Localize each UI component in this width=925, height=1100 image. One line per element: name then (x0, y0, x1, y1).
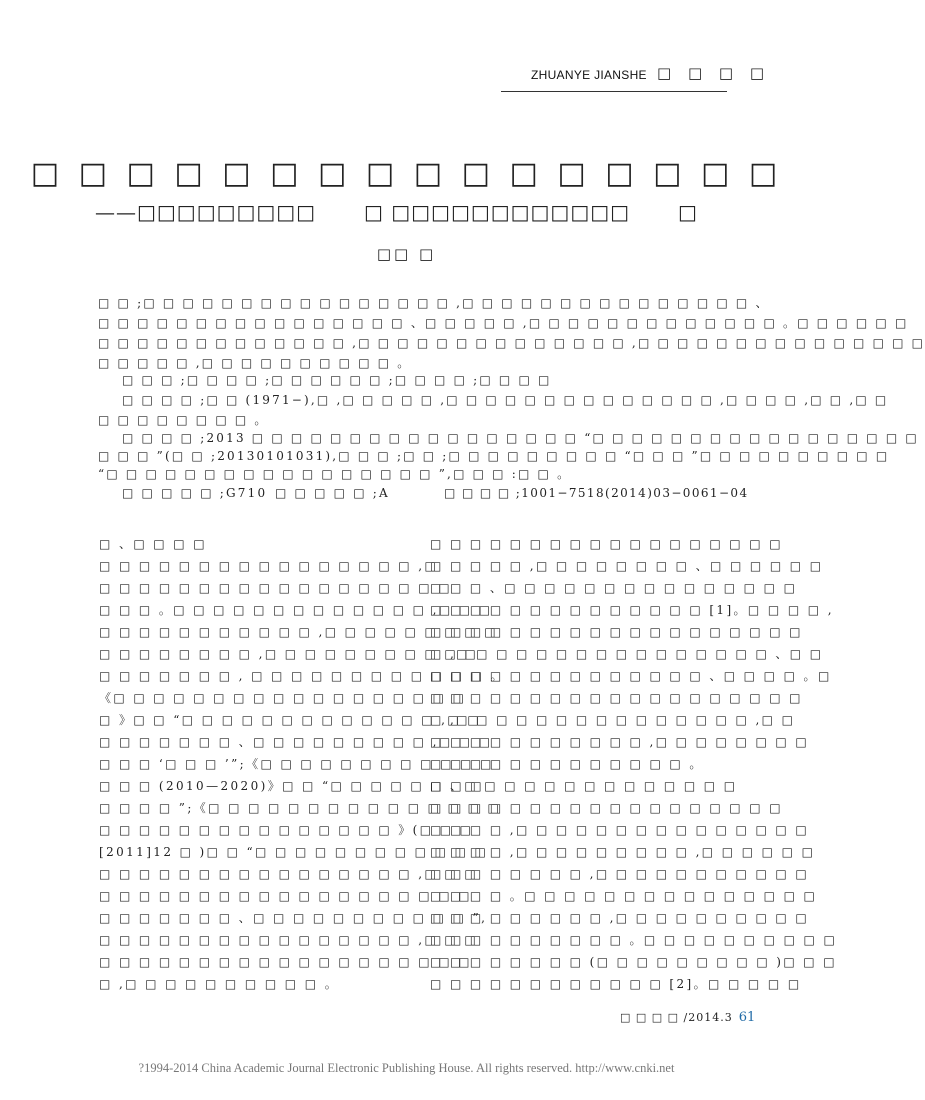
page-number: 61 (738, 1010, 756, 1025)
body-text-line: □ □ □ □ □ □ □ □ □ □ □ □ □ 。 (430, 757, 704, 771)
body-text-line: □ □ □ □ □ □ □ □ □ □ □ □ □ □ □ □ □ □ □ (430, 625, 803, 639)
body-text-line: □ □ □ □ □ □ □ □ □ □ □ □ □ □ 、□ □ □ □ 。□ (430, 669, 832, 683)
body-text-line: □ □ □ □ □ □ □ □ □ ,□ □ □ □ □ □ □ □ □ □ (430, 911, 810, 925)
fund-line: □ □ □ □ ;2013 □ □ □ □ □ □ □ □ □ □ □ □ □ □ □ □ □ “□ □ □ □ □ □ □ □ □ □ □ □ □ □ □ □ □ (122, 431, 919, 445)
body-text-line: □ □ □ □ □ □ □ □ ,□ □ □ □ □ □ □ □ □ □ □ (99, 647, 479, 661)
body-text-line: □ □ □ 、□ □ □ □ □ □ □ □ □ □ □ □ □ □ □ (430, 581, 798, 595)
body-text-line: □ □ □ □ □ □ □ □ □ □ □ ,□ □ □ □ □ □ □ □ □ (99, 625, 499, 639)
body-text-line: □ □ □ □ ”;《□ □ □ □ □ □ □ □ □ □ □ □ □ □ □ (99, 801, 502, 815)
body-text-line: □ □ □ □ □ □ □ □ □ □ □ □ □ □ □ □ □ □ (99, 581, 452, 595)
body-text-line: □ □ □ □ ,□ □ □ □ □ □ □ □ □ ,□ □ □ □ □ □ (430, 845, 816, 859)
body-text-line: □ □ □ □ □ □ □ □ ,□ □ □ □ □ □ □ □ □ □ □ (430, 867, 810, 881)
abstract-line: □ □ □ □ □ □ □ □ □ □ □ □ □ □ □ □ 、□ □ □ □ □ ,□ □ □ □ □ □ □ □ □ □ □ □ □ 。□ □ □ □ □ □ (98, 316, 909, 330)
keywords: □ □ □ ;□ □ □ □ ;□ □ □ □ □ □ ;□ □ □ □ ;□ □ □ □ (122, 373, 552, 387)
body-text-line: □ □ □ □ ,□ □ □ □ □ □ □ □ □ □ □ □ □ □ □ (430, 823, 810, 837)
author-bio-line: □ □ □ □ ;□ □ (1971−),□ ,□ □ □ □ □ ,□ □ □ □ □ □ □ □ □ □ □ □ □ □ ,□ □ □ □ ,□ □ ,□ □ (122, 393, 889, 407)
article-id: □ □ □ □ ;1001−7518(2014)03−0061−04 (444, 486, 749, 500)
body-text-line: □ □ □ □ □ □ □ □ □ □ □ □ □ □ □ □ ,□ □ □ (99, 867, 479, 881)
body-text-line: □ □ □ 。□ □ □ □ □ □ □ □ □ □ □ □ □ ,□ □ □ (99, 603, 493, 617)
body-text-line: □ 》□ □ “□ □ □ □ □ □ □ □ □ □ □ □ □ ,□ □ (99, 713, 482, 727)
article-subtitle-part1: ——□□□□□□□□□ (95, 200, 317, 224)
page-footer (620, 1010, 755, 1025)
body-text-line: □ □ □ □ □ ,□ □ □ □ □ □ □ □ 、□ □ □ □ □ □ (430, 559, 824, 573)
abstract-line: □ □ ;□ □ □ □ □ □ □ □ □ □ □ □ □ □ □ □ ,□ □ □ □ □ □ □ □ □ □ □ □ □ □ □ 、 (98, 296, 770, 310)
body-text-line: □ □ □ □ □ □ □ 、□ □ □ □ □ □ □ □ □ □ □ ”, (99, 911, 488, 925)
body-text-line: □ □ □ □ □ □ □ □ (□ □ □ □ □ □ □ □ □ )□ □ □ (430, 955, 837, 969)
body-left-column (99, 533, 505, 995)
body-text-line: □ □ □ □ □ □ □ □ □ □ □ □ □ □ □ □ □ □ □ (99, 955, 472, 969)
body-text-line: □ □ □ □ □ □ □ □ □ □ □ □ □ □ □ □ □ □ (430, 801, 783, 815)
body-text-line: □ □ □ □ □ □ □ 、□ □ □ □ □ □ □ □ □ ,□ □ □ (99, 735, 493, 749)
body-text-line: □ □ □ □ □ □ □ □ □ □ □ □ [2]。□ □ □ □ □ (430, 977, 802, 991)
author-name: □□ □ (376, 245, 437, 263)
journal-cjk-name: □ □ □ □ (657, 64, 770, 82)
author-bio-line: □ □ □ □ □ □ □ □ 。 (98, 413, 269, 427)
body-text-line: 《□ □ □ □ □ □ □ □ □ □ □ □ □ □ □ □ □ □ (99, 691, 467, 705)
body-text-line: □ □ □ □ □ □ □ □ □ □ 。□ □ □ □ □ □ □ □ □ □ (430, 933, 838, 947)
body-text-line: □ ,□ □ □ □ □ □ □ □ □ □ □ □ □ □ □ □ 、□ □ (430, 647, 824, 661)
body-text-line: □ 、□ □ □ □ □ □ □ □ □ □ □ □ □ □ (430, 779, 738, 793)
body-text-line: □ □ □ □ □ □ □ □ □ □ □ □ □ □ [1]。□ □ □ □ , (430, 603, 834, 617)
copyright-notice: ?1994-2014 China Academic Journal Electronic Publishing House. All rights reserved. http://www.cnki.net (138, 1061, 675, 1075)
journal-latin-name: ZHUANYE JIANSHE (531, 68, 647, 82)
body-text-line: □ □ □ □ □ □ □ □ □ □ □ □ □ □ □ □ ,□ (99, 559, 439, 573)
body-text-line: □ □ □ ‘□ □ □ ’”;《□ □ □ □ □ □ □ □ □ □ □ □ (99, 757, 494, 771)
abstract-line: □ □ □ □ □ □ □ □ □ □ □ □ □ ,□ □ □ □ □ □ □ □ □ □ □ □ □ □ ,□ □ □ □ □ □ □ □ □ □ □ □ □ □ □ (98, 336, 925, 350)
body-text-line: □ □ □ □ □ □ □ □ □ □ □ □ □ □ □ □ □ □ □ (99, 889, 472, 903)
body-text-line: □ □ □ □ □ □ □ □ □ □ □ □ □ □ □ □ ,□ □ □ (99, 933, 479, 947)
fund-line: □ □ □ ”(□ □ ;20130101031),□ □ □ ;□ □ ;□ □ □ □ □ □ □ □ □ “□ □ □ ”□ □ □ □ □ □ □ □ □ □ (98, 449, 890, 463)
classification-number: □ □ □ □ □ ;G710 (122, 486, 268, 500)
body-text-line: □ □ □ □ □ □ □ □ □ □ □ □ □ □ □ 》(□ □ □ (99, 823, 474, 837)
issue-label: □ □ □ □ /2014.3 (620, 1011, 733, 1024)
body-text-line: □ □ □ □ □ □ □ , □ □ □ □ □ □ □ □ □ □ □ □ 。 (99, 669, 505, 683)
body-text-line: [2011]12 □ )□ □ “□ □ □ □ □ □ □ □ □ □ □ □ (99, 845, 489, 859)
body-text-line: □ □ □ □ □ □ □ □ □ □ □ □ □ □ □ □ □ □ (430, 537, 783, 551)
body-text-line: □ ,□ □ □ □ □ □ □ □ □ □ □ □ □ □ □ ,□ □ (430, 713, 796, 727)
article-subtitle-part3: □ (678, 200, 697, 224)
abstract-line: □ □ □ □ □ ,□ □ □ □ □ □ □ □ □ □ 。 (98, 356, 412, 370)
fund-line: “□ □ □ □ □ □ □ □ □ □ □ □ □ □ □ □ □ ”,□ □ □ :□ □ 。 (98, 467, 572, 481)
document-code: □ □ □ □ □ ;A (275, 486, 390, 500)
body-text-line: □ □ □ □ □ □ □ □ □ □ □ □ □ □ □ □ □ □ □ (430, 691, 803, 705)
body-text-line: □ 、□ □ □ □ (99, 537, 207, 551)
body-right-column (430, 533, 838, 995)
body-text-line: □ □ □ (2010—2020)》□ □ “□ □ □ □ □ □ □ □ (99, 779, 484, 793)
article-title: □ □ □ □ □ □ □ □ □ □ □ □ □ □ □ □ (30, 156, 783, 191)
header-divider (501, 91, 727, 92)
article-subtitle-part2: □ □□□□□□□□□□□□ (364, 200, 631, 224)
body-text-line: □ □ □ □ □ □ □ □ □ □ □ ,□ □ □ □ □ □ □ □ (430, 735, 810, 749)
body-text-line: □ ,□ □ □ □ □ □ □ □ □ □ 。 (99, 977, 340, 991)
body-text-line: □ □ □ □ 。□ □ □ □ □ □ □ □ □ □ □ □ □ □ □ (430, 889, 818, 903)
